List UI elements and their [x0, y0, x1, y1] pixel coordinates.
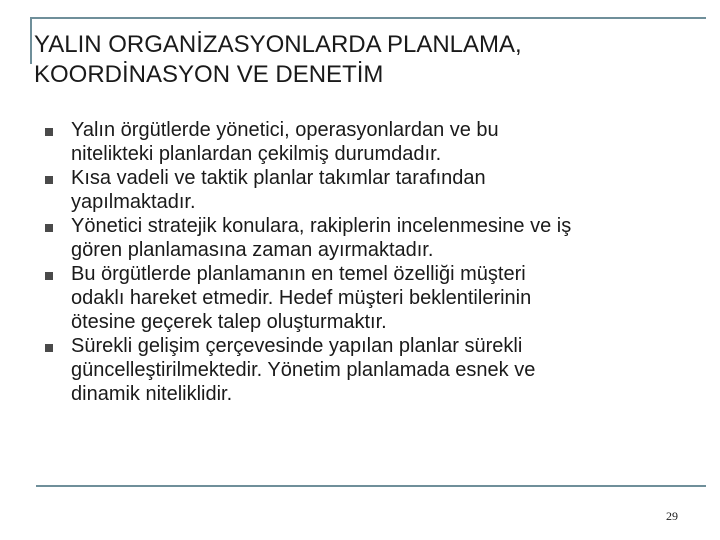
slide-frame-bottom-border: [36, 485, 706, 487]
bullet-2-line-1: Kısa vadeli ve taktik planlar takımlar tarafından: [71, 167, 486, 189]
bullet-5-line-1: Sürekli gelişim çerçevesinde yapılan planlar sürekli: [71, 335, 523, 357]
slide-title-line-2: KOORDİNASYON VE DENETİM: [34, 61, 384, 88]
bullet-2-line-2: yapılmaktadır.: [71, 191, 196, 213]
bullet-item-3: [36, 214, 686, 262]
bullet-item-5: [36, 334, 686, 406]
bullet-4-line-1: Bu örgütlerde planlamanın en temel özelliği müşteri: [71, 263, 526, 285]
page-number: 29: [666, 509, 678, 523]
slide-title: [34, 30, 694, 90]
bullet-3-line-2: gören planlamasına zaman ayırmaktadır.: [71, 239, 434, 261]
bullet-4-line-2: odaklı hareket etmedir. Hedef müşteri beklentilerinin: [71, 287, 532, 309]
bullet-5-line-3: dinamik niteliklidir.: [71, 383, 233, 405]
square-bullet-icon: [45, 176, 53, 184]
bullet-5-line-2: güncelleştirilmektedir. Yönetim planlamada esnek ve: [71, 359, 536, 381]
bullet-item-1: [36, 118, 686, 166]
square-bullet-icon: [45, 344, 53, 352]
slide-title-line-1: YALIN ORGANİZASYONLARDA PLANLAMA,: [34, 31, 522, 58]
bullet-item-2: [36, 166, 686, 214]
bullet-1-line-1: Yalın örgütlerde yönetici, operasyonlardan ve bu: [71, 119, 499, 141]
bullet-item-4: [36, 262, 686, 334]
slide-frame-top-border: [30, 17, 706, 19]
bullet-3-line-1: Yönetici stratejik konulara, rakiplerin incelenmesine ve iş: [71, 215, 572, 237]
slide-frame-left-border: [30, 17, 32, 64]
bullet-1-line-2: nitelikteki planlardan çekilmiş durumdadır.: [71, 143, 442, 165]
square-bullet-icon: [45, 224, 53, 232]
square-bullet-icon: [45, 272, 53, 280]
square-bullet-icon: [45, 128, 53, 136]
bullet-list: [36, 118, 686, 406]
bullet-4-line-3: ötesine geçerek talep oluşturmaktır.: [71, 311, 387, 333]
